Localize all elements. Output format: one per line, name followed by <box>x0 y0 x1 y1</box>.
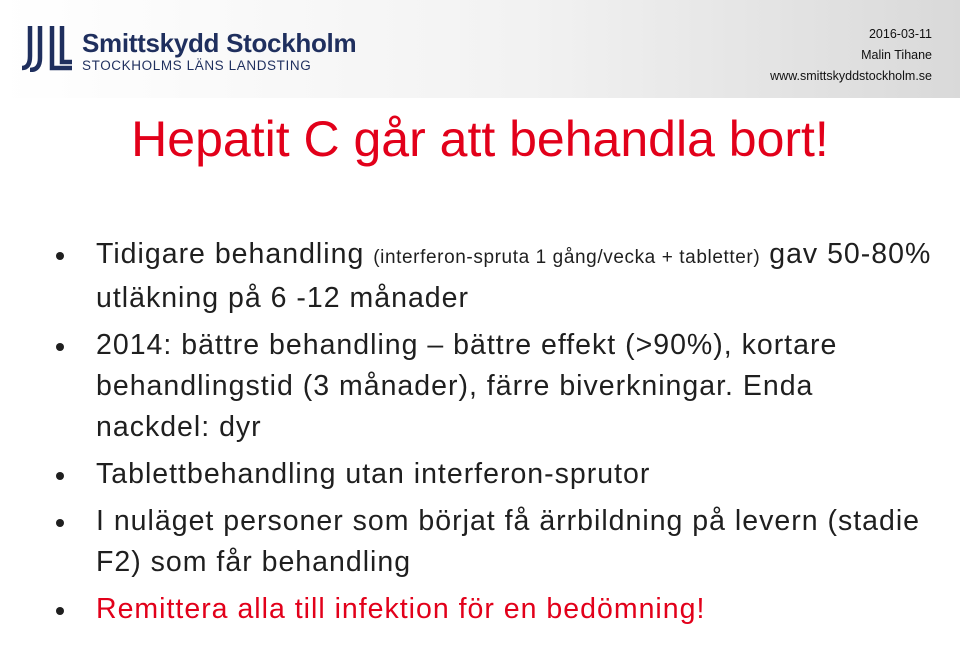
slide-date: 2016-03-11 <box>868 27 932 41</box>
website-link[interactable]: www.smittskyddstockholm.se <box>770 69 932 83</box>
logo <box>20 24 370 74</box>
bullet-dot-icon <box>56 607 64 615</box>
slide-author: Malin Tihane <box>861 48 932 62</box>
bullet-dot-icon <box>56 472 64 480</box>
slide-meta <box>770 24 932 87</box>
bullet-item-highlight <box>56 589 936 630</box>
bullet-lead: Tidigare behandling <box>96 238 374 270</box>
slide-header <box>0 0 960 98</box>
logo-name: Smittskydd Stockholm <box>82 28 357 58</box>
bullet-dot-icon <box>56 252 64 260</box>
bullet-dot-icon <box>56 343 64 351</box>
bullet-dot-icon <box>56 519 64 527</box>
bullet-item <box>56 325 936 448</box>
bullet-item <box>56 454 936 495</box>
bullet-text: I nuläget personer som börjat få ärrbildning på levern (stadie F2) som får behandling <box>96 505 921 578</box>
bullet-text: Tablettbehandling utan interferon-sprutor <box>96 458 651 490</box>
bullet-rest: gav 50-80% utläkning på 6 -12 månader <box>96 238 932 314</box>
bullet-item <box>56 501 936 583</box>
logo-subtitle: STOCKHOLMS LÄNS LANDSTING <box>82 58 312 73</box>
bullet-text: Remittera alla till infektion för en bedömning! <box>96 593 706 625</box>
bullet-text: 2014: bättre behandling – bättre effekt (>90%), kortare behandlingstid (3 månader), färre biverkningar. Enda nackdel: dyr <box>96 329 838 443</box>
bullet-item <box>56 234 936 319</box>
bullet-note: (interferon-spruta 1 gång/vecka + tabletter) <box>373 247 761 268</box>
slide-title: Hepatit C går att behandla bort! <box>131 111 829 167</box>
logo-mark-icon <box>20 24 76 72</box>
bullet-list <box>56 234 936 636</box>
